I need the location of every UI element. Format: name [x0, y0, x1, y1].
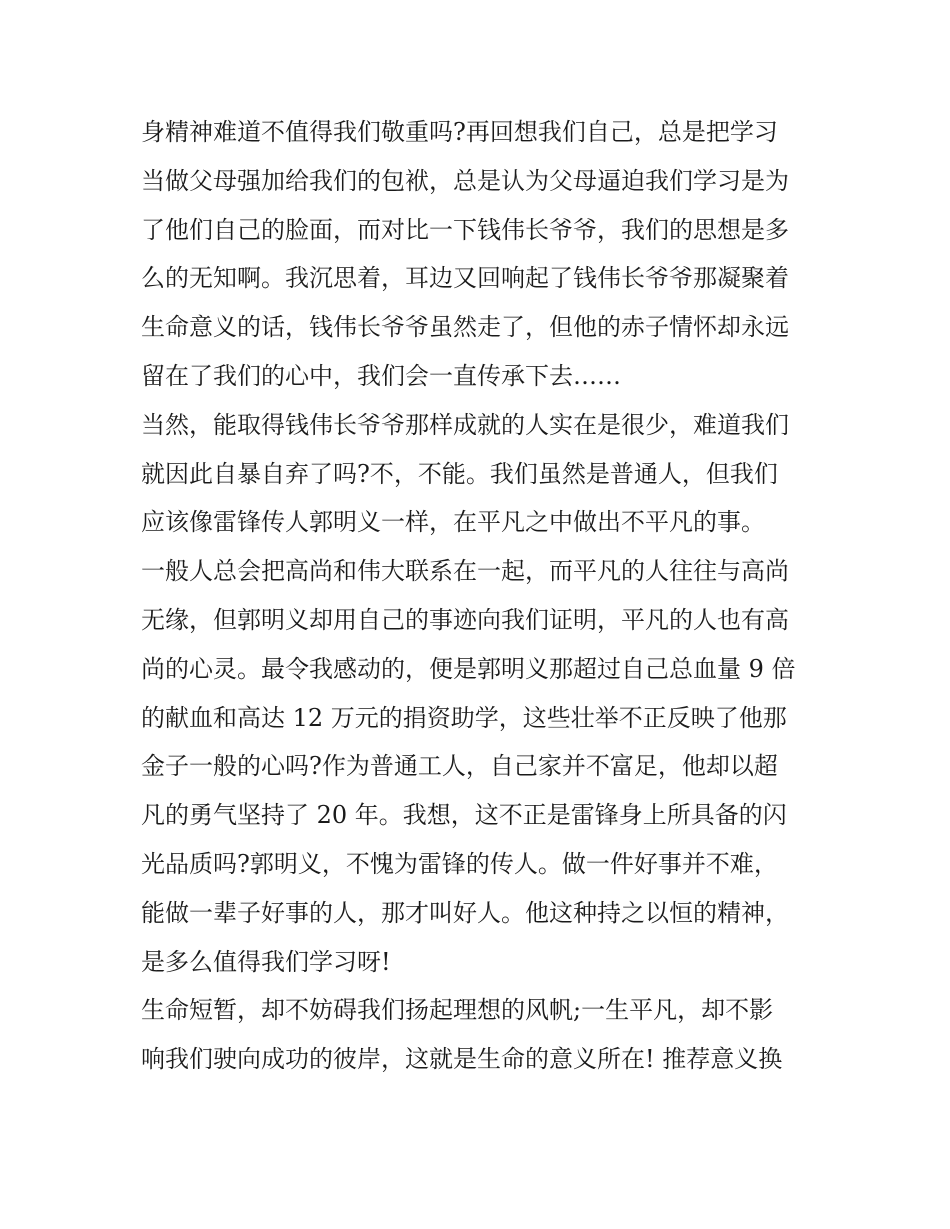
- text-line: 响我们驶向成功的彼岸，这就是生命的意义所在! 推荐意义换: [141, 1045, 783, 1074]
- text-line: 么的无知啊。我沉思着，耳边又回响起了钱伟长爷爷那凝聚着: [141, 264, 789, 293]
- text-line: 当然，能取得钱伟长爷爷那样成就的人实在是很少，难道我们: [141, 410, 789, 439]
- text-line: 身精神难道不值得我们敬重吗?再回想我们自己，总是把学习: [141, 118, 778, 146]
- text-line: 生命意义的话，钱伟长爷爷虽然走了，但他的赤子情怀却永远: [141, 313, 789, 342]
- text-line: 了他们自己的脸面，而对比一下钱伟长爷爷，我们的思想是多: [141, 215, 789, 244]
- text-line: 能做一辈子好事的人，那才叫好人。他这种持之以恒的精神，: [141, 898, 789, 927]
- text-line: 光品质吗?郭明义，不愧为雷锋的传人。做一件好事并不难，: [141, 849, 778, 878]
- text-line: 就因此自暴自弃了吗?不，不能。我们虽然是普通人，但我们: [141, 459, 778, 488]
- text-line: 金子一般的心吗?作为普通工人，自己家并不富足，他却以超: [141, 752, 778, 781]
- text-line: 尚的心灵。最令我感动的，便是郭明义那超过自己总血量 9 倍: [141, 654, 796, 683]
- text-line: 的献血和高达 12 万元的捐资助学，这些壮举不正反映了他那: [141, 703, 787, 732]
- text-line: 生命短暂，却不妨碍我们扬起理想的风帆;一生平凡，却不影: [141, 996, 774, 1025]
- text-line: 当做父母强加给我们的包袱，总是认为父母逼迫我们学习是为: [141, 166, 789, 195]
- text-line: 无缘，但郭明义却用自己的事迹向我们证明，平凡的人也有高: [141, 605, 789, 634]
- text-line: 应该像雷锋传人郭明义一样，在平凡之中做出不平凡的事。: [141, 508, 765, 537]
- text-line: 凡的勇气坚持了 20 年。我想，这不正是雷锋身上所具备的闪: [141, 801, 787, 830]
- text-line: 留在了我们的心中，我们会一直传承下去……: [141, 361, 621, 390]
- text-line: 是多么值得我们学习呀!: [141, 947, 391, 976]
- text-line: 一般人总会把高尚和伟大联系在一起，而平凡的人往往与高尚: [141, 557, 789, 586]
- body-text: [141, 108, 821, 1084]
